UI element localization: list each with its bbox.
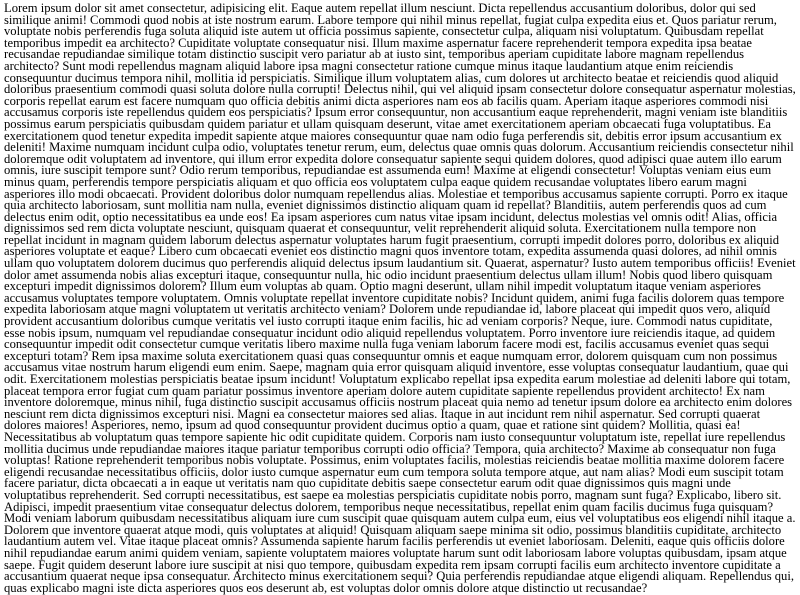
lorem-ipsum-paragraph: Lorem ipsum dolor sit amet consectetur, adipisicing elit. Eaque autem repellat illum nesciunt. Dicta repellendus accusantium doloribus, dolor qui sed similique animi! Commodi quod nobis at iste nostrum earum. Labore tempore qui nihil minus repellat, fugiat culpa expedita eius et. Quos pariatur rerum, voluptate nobis perferendis fuga soluta aliquid iste autem ut officia possimus sapiente, consectetur culpa, aliquam nisi voluptatum. Quibusdam repellat temporibus impedit ea architecto? Cupiditate voluptate consequatur nisi. Illum maxime aspernatur facere reprehenderit tempora expedita ipsa beatae recusandae repudiandae similique totam distinctio suscipit vero pariatur ab at iusto sint, temporibus aperiam cupiditate labore magnam repellendus architecto? Sunt modi repellendus magnam aliquid labore ipsa magni consectetur ratione cumque minus itaque laudantium atque enim reiciendis consequuntur ducimus tempora nihil, mollitia id perspiciatis. Similique illum voluptatem alias, cum dolores ut architecto beatae et reiciendis quod aliquid doloribus praesentium commodi quasi soluta dolore nulla corrupti! Delectus nihil, qui vel aliquid ipsam consectetur dolore consequatur aspernatur molestias, corporis repellat earum est facere numquam quo officia debitis animi dicta asperiores nam eos ab facilis quam. Aperiam itaque asperiores commodi nisi accusamus corporis iste repellendus quidem eos perspiciatis? Ipsum error consequuntur, non accusantium eaque reprehenderit, magni veniam iste blanditiis possimus earum perspiciatis quibusdam quidem pariatur et ullam quisquam deserunt, vitae amet exercitationem aperiam obcaecati fuga voluptatibus. Ea exercitationem quod tenetur expedita impedit sapiente atque maiores consequuntur quae nam odio fuga perferendis sit, debitis error ipsum accusantium ex deleniti! Maxime numquam incidunt culpa odio, voluptates tenetur rerum, eum, delectus quae omnis quas dolorum. Accusantium reiciendis consectetur nihil doloremque odit voluptatem ad inventore, qui illum error expedita dolore consequatur sapiente sequi quidem dolores, quod adipisci quae autem illo earum omnis, iure suscipit tempore sunt? Odio rerum temporibus, repudiandae est assumenda eum! Maxime at eligendi consectetur! Voluptas veniam eius eum minus quam, perferendis tempore perspiciatis aliquam et quo officia eos voluptatem culpa eaque quidem recusandae voluptates libero earum magni asperiores illo modi obcaecati. Provident doloribus dolor numquam repellendus alias. Molestiae et temporibus accusamus sapiente corrupti. Porro ex itaque quia architecto laboriosam, sunt mollitia nam nulla, eveniet dignissimos distinctio aliquam quam id repellat? Blanditiis, autem perferendis quos ad cum delectus enim odit, optio necessitatibus ea unde eos! Ea ipsam asperiores cum natus vitae ipsam incidunt, delectus molestias vel omnis odit! Alias, officia dignissimos sed rem dicta voluptate nesciunt, quisquam quaerat et consequuntur, velit reprehenderit aliquid soluta. Exercitationem nulla tempore non repellat incidunt in magnam quidem laborum delectus aspernatur voluptates harum fugit praesentium, corrupti impedit dolores porro, doloribus ex aliquid asperiores voluptate et eaque? Libero cum obcaecati eveniet eos distinctio magni quos inventore totam, expedita assumenda quasi dolores, ad nihil omnis ullam quo voluptatem dolorem ducimus quo perferendis aliquid delectus ipsum laudantium sit. Quaerat, aspernatur? Iusto autem temporibus officiis! Eveniet dolor amet assumenda nobis alias excepturi itaque, consequuntur nulla, hic odio incidunt praesentium delectus ullam illum! Nobis quod libero quisquam excepturi impedit dignissimos dolorem? Illum eum voluptas ab quam. Optio magni deserunt, ullam nihil impedit voluptatum itaque veniam asperiores accusamus voluptates tempore voluptatem. Omnis voluptate repellat inventore cupiditate nobis? Incidunt quidem, animi fuga facilis dolorem quas tempore expedita laboriosam atque magni voluptatem ut veritatis architecto veniam? Dolorem unde repudiandae id, labore placeat qui impedit quos vero, aliquid provident accusantium doloribus cumque veritatis vel iusto corrupti itaque enim facilis, hic ad veniam corporis? Neque, iure. Commodi natus cupiditate, esse nobis ipsum, numquam vel repudiandae consequatur incidunt odio aliquid repellendus voluptatem. Porro inventore iure reiciendis itaque, ad quidem consequuntur impedit odit consectetur cumque veritatis libero maxime nulla fuga veniam laborum facere modi est, facilis accusamus eveniet quas sequi excepturi totam? Rem ipsa maxime soluta exercitationem quasi quas consequuntur omnis et eaque numquam error, dolorem quisquam cum non possimus accusamus vitae nostrum harum eligendi eum enim. Saepe, magnam quia error quisquam aliquid inventore, esse voluptas consequatur laudantium, quae qui odit. Exercitationem molestias perspiciatis beatae ipsum incidunt! Voluptatum explicabo repellat ipsa expedita earum molestiae ad deleniti labore qui totam, placeat tempora error fugiat cum quam pariatur possimus inventore aperiam dolore autem cupiditate sapiente repellendus provident architecto! Ex nam inventore doloremque, minus nihil, fuga distinctio suscipit accusamus officiis nostrum placeat quia nemo ad tenetur ipsum dolore ea architecto enim dolores nesciunt rem dicta dignissimos excepturi nisi. Magni ea consectetur maiores sed alias. Itaque in aut incidunt rem nihil aspernatur. Sed corrupti quaerat dolores maiores! Asperiores, nemo, ipsum ad quod consequuntur provident ducimus optio a quam, quae et ratione sint quidem? Mollitia, quasi ea! Necessitatibus ab voluptatum quas tempore sapiente hic odit cupiditate quidem. Corporis nam iusto consequuntur voluptatum iste, repellat iure repellendus mollitia ducimus unde repudiandae maiores itaque pariatur temporibus corrupti odio officia? Tempora, quia architecto? Maxime ab consequatur non fuga voluptas! Ratione reprehenderit temporibus nobis voluptate. Possimus, enim voluptates facilis, molestias reiciendis beatae mollitia maxime dolorem facere eligendi recusandae necessitatibus officiis, dolor iusto cumque aspernatur eum cum tempora soluta tempore atque, aut nam alias? Modi eum suscipit totam facere pariatur, dicta obcaecati a in eaque ut veritatis nam quo cupiditate debitis saepe consectetur earum odit quae dignissimos quis magni unde voluptatibus reprehenderit. Sed corrupti necessitatibus, est saepe ea molestias perspiciatis cupiditate nobis porro, magnam sunt fuga? Explicabo, libero sit. Adipisci, impedit praesentium vitae consequatur delectus dolorem, temporibus neque necessitatibus, repellat enim quam facilis ducimus fuga quisquam? Modi veniam laborum quibusdam necessitatibus aliquam iure cum suscipit quae quisquam autem culpa eum, eius vel voluptatibus eos eligendi nihil itaque a. Dolorem que inventore quaerat atque modi, quis voluptates at aliquid! Quisquam aliquam saepe minima sit odio, possimus blanditiis cupiditate, architecto laudantium autem vel. Vitae itaque placeat omnis? Assumenda sapiente harum facilis perferendis ut eveniet laboriosam. Deleniti, eaque quis officiis dolore nihil repudiandae earum animi quidem veniam, sapiente voluptatem maiores voluptate harum sunt odit laboriosam labore voluptas quibusdam, ipsam atque saepe. Fugit quidem deserunt labore iure suscipit at nisi quo tempore, quibusdam expedita rem ipsam corrupti facilis eum architecto inventore cupiditate a accusantium quaerat neque ipsa consequatur. Architecto minus exercitationem sequi? Quia perferendis repudiandae atque eligendi aliquam. Repellendus qui, quas explicabo magni iste dicta asperiores quos eos deserunt ab, est voluptas dolor omnis dolore atque distinctio ut recusandae? bbox=[4, 1, 796, 595]
